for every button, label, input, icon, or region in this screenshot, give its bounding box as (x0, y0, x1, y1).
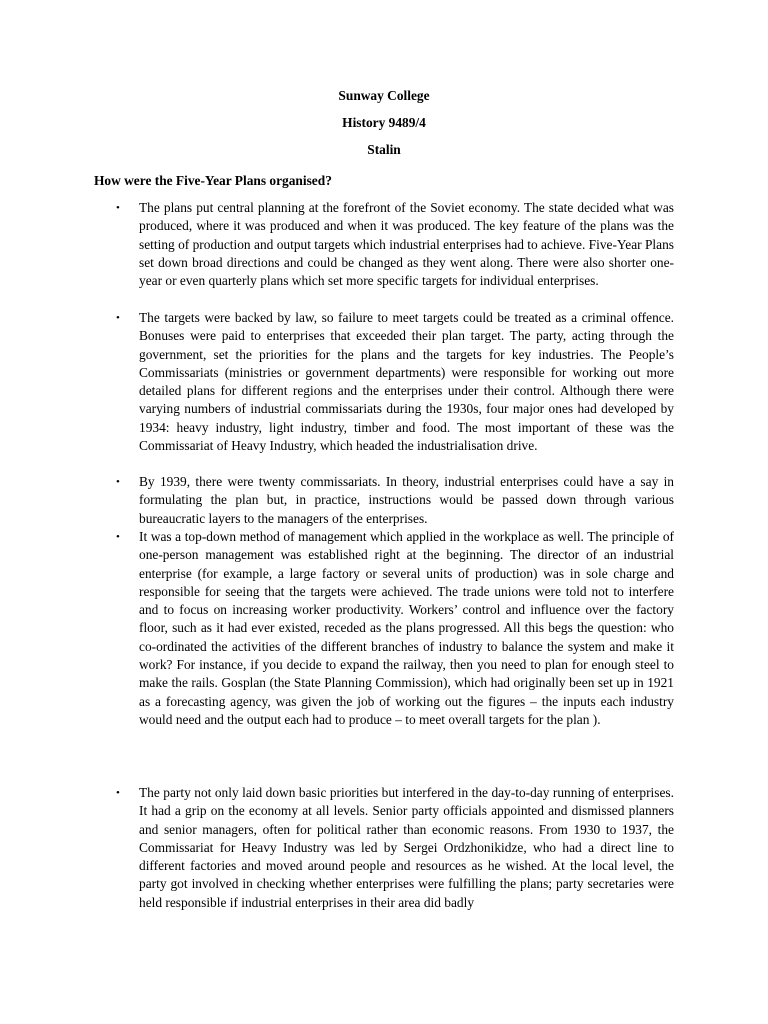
list-item-text: By 1939, there were twenty commissariats. In theory, industrial enterprises could have a say in formulating the plan but, in practice, instructions would be passed down through various bureaucratic layers to the managers of the enterprises. (139, 474, 674, 526)
bullet-marker: • (116, 787, 120, 799)
topic-title: Stalin (367, 142, 401, 157)
list-item-text: The targets were backed by law, so failure to meet targets could be treated as a criminal offence. Bonuses were paid to enterprises that exceeded their plan target. The party, acting through the government, set the priorities for the plans and the targets for key industries. The People’s Commissariats (ministries or government departments) were responsible for working out more detailed plans for different regions and the enterprises under their control. Although there were varying numbers of industrial commissariats during the 1930s, four major ones had developed by 1934: heavy industry, light industry, timber and food. The most important of these was the Commissariat of Heavy Industry, which headed the industrialisation drive. (139, 310, 674, 454)
list-item-text: The party not only laid down basic priorities but interfered in the day-to-day running of enterprises. It had a grip on the economy at all levels. Senior party officials appointed and dismissed planners and senior managers, often for political rather than economic reasons. From 1930 to 1937, the Commissariat for Heavy Industry was led by Sergei Ordzhonikidze, who had a direct line to different factories and moved around people and resources as he wished. At the local level, the party got involved in checking whether enterprises were fulfilling the plans; party secretaries were held responsible if industrial enterprises in their area did badly (139, 785, 674, 910)
bullet-marker: • (116, 476, 120, 488)
list-item (116, 528, 674, 729)
list-item (116, 473, 674, 528)
list-item-text: It was a top-down method of management which applied in the workplace as well. The principle of one-person management was established right at the beginning. The director of an industrial enterprise (for example, a large factory or several units of production) was in sole charge and responsible for seeing that the targets were achieved. The trade unions were told not to interfere and to focus on increasing worker productivity. Workers’ control and influence over the factory floor, such as it had ever existed, receded as the plans progressed. All this begs the question: who co-ordinated the activities of the different branches of industry to balance the system and make it work? For instance, if you decide to expand the railway, then you need to plan for enough steel to make the rails. Gosplan (the State Planning Commission), which had originally been set up in 1921 as a forecasting agency, was given the job of working out the figures – the inputs each industry would need and the output each had to produce – to meet overall targets for the plan ). (139, 529, 674, 727)
bullet-marker: • (116, 531, 120, 543)
list-item (116, 199, 674, 290)
list-item-text: The plans put central planning at the forefront of the Soviet economy. The state decided what was produced, where it was produced and when it was produced. The key feature of the plans was the setting of production and output targets which industrial enterprises had to achieve. Five-Year Plans set down broad directions and could be changed as they went along. There were also shorter one-year or even quarterly plans which set more specific targets for individual enterprises. (139, 200, 674, 289)
bullet-marker: • (116, 312, 120, 324)
college-name: Sunway College (338, 88, 430, 103)
bullet-marker: • (116, 202, 120, 214)
list-item (116, 309, 674, 455)
list-item (116, 784, 674, 912)
question-heading: How were the Five-Year Plans organised? (94, 173, 332, 188)
course-code: History 9489/4 (342, 115, 426, 130)
